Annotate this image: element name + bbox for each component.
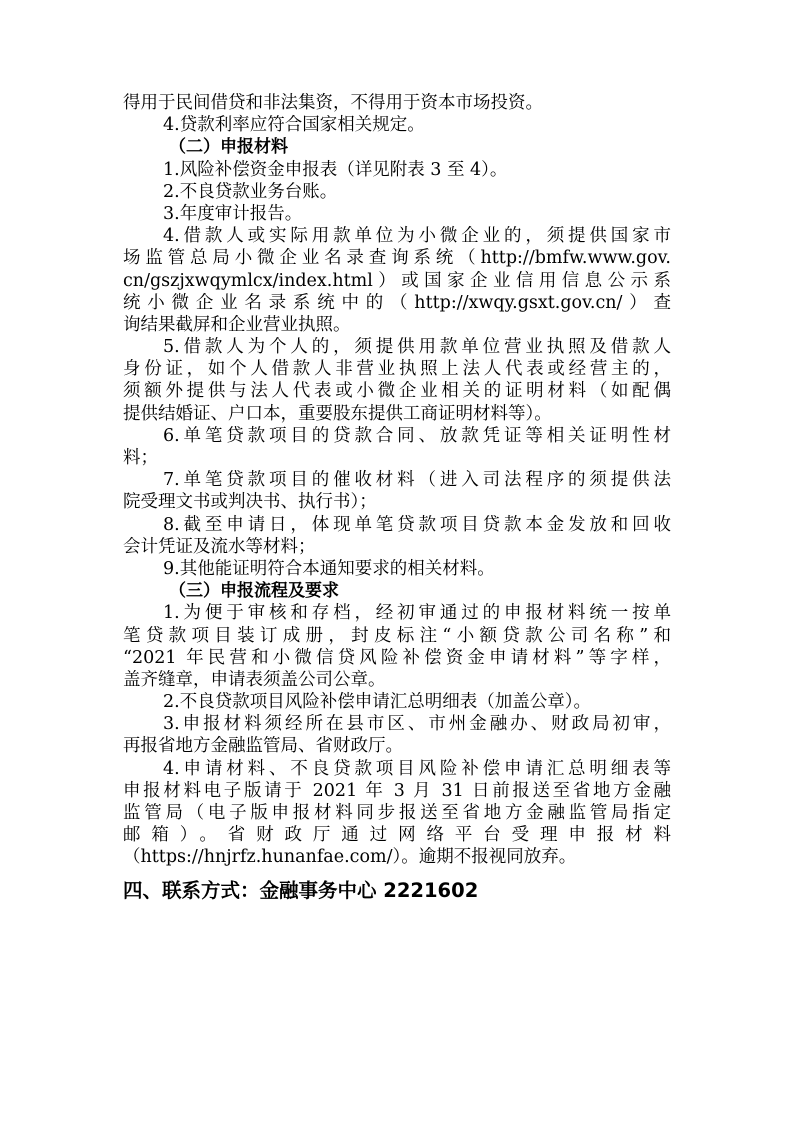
document-body xyxy=(123,92,671,906)
para-line: （https://hnjrfz.hunanfae.com/）。逾期不报视同放弃。 xyxy=(123,847,577,868)
list-item: 8.截至申请日，体现单笔贷款项目贷款本金发放和回收 xyxy=(163,514,671,535)
para-line: 料； xyxy=(123,448,158,468)
para-line: 会计凭证及流水等材料； xyxy=(123,536,316,557)
para-line: “2021 年民营和小微信贷风险补偿资金申请材料”等字样， xyxy=(123,647,671,668)
para-line: 笔贷款项目装订成册，封皮标注“小额贷款公司名称”和 xyxy=(123,625,671,646)
list-item: 9.其他能证明符合本通知要求的相关材料。 xyxy=(163,558,495,579)
list-item: 1.为便于审核和存档，经初审通过的申报材料统一按单 xyxy=(163,603,671,624)
para-line: 监管局（电子版申报材料同步报送至省地方金融监管局指定 xyxy=(123,803,671,823)
para-line: 提供结婚证、户口本，重要股东提供工商证明材料等）。 xyxy=(123,403,552,424)
para-line: 统小微企业名录系统中的（http://xwqy.gsxt.gov.cn/）查 xyxy=(123,292,671,313)
para-line: 场监管总局小微企业名录查询系统（http://bmfw.www.gov. xyxy=(123,248,671,269)
para-line: 4.贷款利率应符合国家相关规定。 xyxy=(163,115,425,136)
list-item: 4.借款人或实际用款单位为小微企业的，须提供国家市 xyxy=(163,226,671,247)
para-line: 邮箱）。省财政厅通过网络平台受理申报材料 xyxy=(123,825,671,846)
para-line: 身份证，如个人借款人非营业执照上法人代表或经营主的， xyxy=(123,359,671,380)
para-line: 得用于民间借贷和非法集资，不得用于资本市场投资。 xyxy=(123,93,543,113)
para-line: cn/gszjxwqymlcx/index.html）或国家企业信用信息公示系 xyxy=(123,270,671,291)
para-line: 申报材料电子版请于 2021 年 3 月 31 日前报送至省地方金融 xyxy=(123,780,671,801)
para-line: 再报省地方金融监管局、省财政厅。 xyxy=(123,736,403,757)
list-item: 3.年度审计报告。 xyxy=(163,203,303,224)
list-item: 3.申报材料须经所在县市区、市州金融办、财政局初审， xyxy=(163,714,671,735)
list-item: 5.借款人为个人的，须提供用款单位营业执照及借款人 xyxy=(163,337,671,358)
list-item: 7.单笔贷款项目的催收材料（进入司法程序的须提供法 xyxy=(163,470,671,491)
section-heading: （二）申报材料 xyxy=(169,137,288,158)
para-line: 须额外提供与法人代表或小微企业相关的证明材料（如配偶 xyxy=(123,381,671,402)
list-item: 4.申请材料、不良贷款项目风险补偿申请汇总明细表等 xyxy=(163,758,671,779)
para-line: 询结果截屏和企业营业执照。 xyxy=(123,314,351,335)
section-heading: （三）申报流程及要求 xyxy=(169,581,339,602)
list-item: 2.不良贷款业务台账。 xyxy=(163,181,338,202)
list-item: 1.风险补偿资金申报表（详见附表 3 至 4）。 xyxy=(163,159,508,180)
list-item: 2.不良贷款项目风险补偿申请汇总明细表（加盖公章）。 xyxy=(163,692,591,713)
para-line: 院受理文书或判决书、执行书）； xyxy=(123,492,377,513)
list-item: 6.单笔贷款项目的贷款合同、放款凭证等相关证明性材 xyxy=(163,425,671,446)
para-line: 盖齐缝章，申请表须盖公司公章。 xyxy=(123,669,386,690)
contact-heading: 四、联系方式：金融事务中心 2221602 xyxy=(123,878,479,902)
